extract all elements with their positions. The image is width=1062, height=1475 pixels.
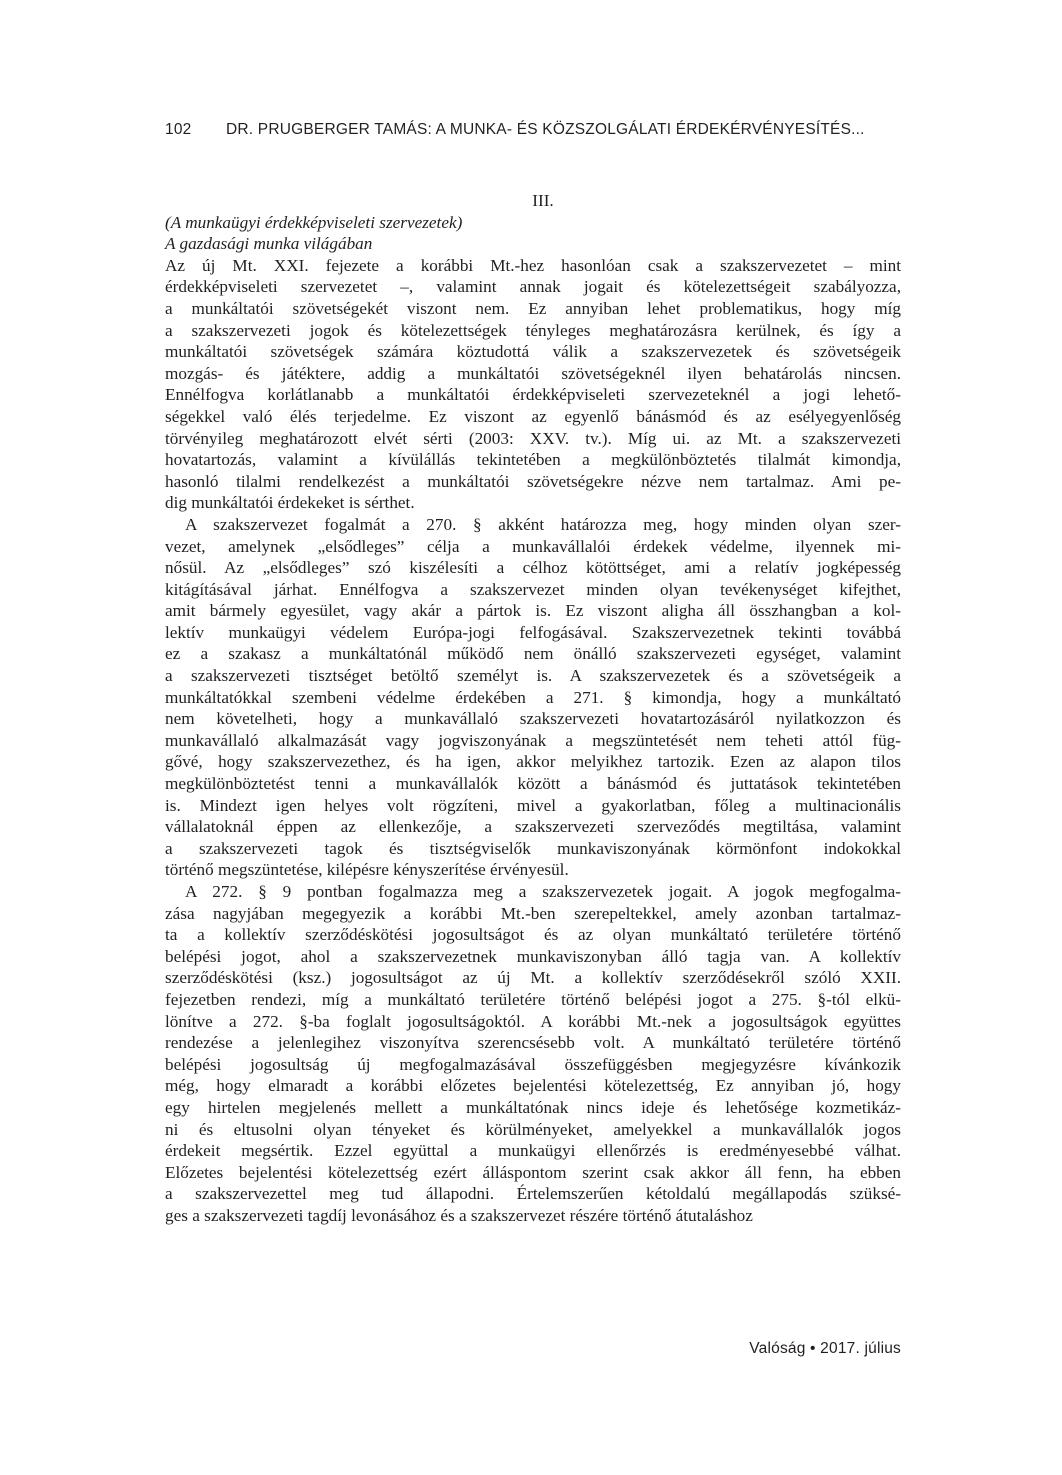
text-line: A 272. § 9 pontban fogalmazza meg a szakszervezetek jogait. A jogok megfogalma- — [185, 882, 901, 901]
text-line: ni és eltusolni olyan tényeket és körülményeket, amelyekkel a munkavállalók jogos — [165, 1119, 901, 1139]
text-line: lönítve a 272. §-ba foglalt jogosultságoktól. A korábbi Mt.-nek a jogosultságok együttes — [165, 1011, 901, 1031]
running-title: DR. PRUGBERGER TAMÁS: A MUNKA- ÉS KÖZSZOLGÁLATI ÉRDEKÉRVÉNYESÍTÉS... — [226, 121, 865, 138]
text-line: amit bármely egyesület, vagy akár a pártok is. Ez viszont aligha áll összhangban a kol- — [165, 601, 901, 621]
journal-footer: Valóság • 2017. július — [749, 1340, 901, 1357]
text-line: vállalatoknál éppen az ellenkezője, a szakszervezeti szerveződés megtiltása, valamint — [165, 817, 901, 837]
text-line: a munkáltatói szövetségekét viszont nem. Ez annyiban lehet problematikus, hogy míg — [165, 298, 901, 318]
text-line: gővé, hogy szakszervezethez, és ha igen, akkor melyikhez tartozik. Ezen az alapon tilos — [165, 752, 901, 772]
text-line: Ennélfogva korlátlanabb a munkáltatói érdekképviseleti szervezeteknél a jogi lehető- — [165, 385, 901, 405]
text-line: fejezetben rendezi, míg a munkáltató területére történő belépési jogot a 275. §-tól elkü- — [165, 989, 901, 1009]
text-line: érdekképviseleti szervezetet –, valamint annak jogait és kötelezettségeit szabályozza, — [165, 277, 901, 297]
paragraph — [165, 255, 901, 514]
text-line: A szakszervezet fogalmát a 270. § akként határozza meg, hogy minden olyan szer- — [185, 514, 901, 534]
text-line: lektív munkaügyi védelem Európa-jogi felfogásával. Szakszervezetnek tekinti továbbá — [165, 622, 901, 642]
text-line: rendezése a jelenlegihez viszonyítva szerencsésebb volt. A munkáltató területére történő — [165, 1033, 901, 1053]
text-line: Az új Mt. XXI. fejezete a korábbi Mt.-hez hasonlóan csak a szakszervezetet – mint — [165, 255, 901, 275]
text-line: zása nagyjában megegyezik a korábbi Mt.-ben szerepeltekkel, amely azonban tartalmaz- — [165, 903, 901, 923]
text-line: Előzetes bejelentési kötelezettség ezért álláspontom szerint csak akkor áll fenn, ha ebben — [165, 1162, 901, 1182]
text-line: hovatartozás, valamint a kívülállás tekintetében a megkülönböztetés tilalmát kimondja, — [165, 450, 901, 470]
paragraphs — [165, 255, 901, 1227]
text-line: a szakszervezeti tisztséget betöltő személyt is. A szakszervezetek és a szövetségeik a — [165, 666, 901, 686]
text-line: is. Mindezt igen helyes volt rögzíteni, mivel a gyakorlatban, főleg a multinacionális — [165, 795, 901, 815]
text-line: egy hirtelen megjelenés mellett a munkáltatónak nincs ideje és lehetősége kozmetikáz- — [165, 1097, 901, 1117]
text-line: mozgás- és játéktere, addig a munkáltatói szövetségeknél ilyen behatárolás nincsen. — [165, 363, 901, 383]
text-line: a szakszervezeti tagok és tisztségviselők munkaviszonyának körmönfont indokokkal — [165, 838, 901, 858]
text-line: szerződéskötési (ksz.) jogosultságot az új Mt. a kollektív szerződésekről szóló XXII. — [165, 968, 901, 988]
text-line: ez a szakasz a munkáltatónál működő nem önálló szakszervezeti egységet, valamint — [165, 644, 901, 664]
text-line: a szakszervezettel meg tud állapodni. Értelemszerűen kétoldalú megállapodás szüksé- — [165, 1184, 901, 1204]
text-line: munkáltatókkal szembeni védelme érdekében a 271. § kimondja, hogy a munkáltató — [165, 687, 901, 707]
running-header — [165, 121, 901, 145]
text-line: munkavállaló alkalmazását vagy jogviszonyának a megszüntetését nem teheti attól füg- — [165, 730, 901, 750]
text-line: a szakszervezeti jogok és kötelezettségek tényleges meghatározásra kerülnek, és így a — [165, 320, 901, 340]
section-subtitle: (A munkaügyi érdekképviseleti szervezetek) — [165, 212, 463, 232]
text-line: hasonló tilalmi rendelkezést a munkáltatói szövetségekre nézve nem tartalmaz. Ami pe- — [165, 471, 901, 491]
text-line: megkülönböztetést tenni a munkavállalók között a bánásmód és juttatások tekintetében — [165, 774, 901, 794]
paragraph — [165, 514, 901, 881]
page-number: 102 — [165, 121, 192, 138]
text-line: nem követelheti, hogy a munkavállaló szakszervezeti hovatartozásáról nyilatkozzon és — [165, 709, 901, 729]
text-line: belépési jogosultság új megfogalmazásával összefüggésben megjegyzésre kívánkozik — [165, 1054, 901, 1074]
text-line: történő megszüntetése, kilépésre kényszerítése érvényesül. — [165, 860, 569, 880]
text-line: ségekkel való élés terjedelme. Ez viszont az egyenlő bánásmód és az esélyegyenlőség — [165, 406, 901, 426]
text-line: vezet, amelynek „elsődleges” célja a munkavállalói érdekek védelme, ilyennek mi- — [165, 536, 901, 556]
text-line: nősül. Az „elsődleges” szó kiszélesíti a célhoz kötöttséget, ami a relatív jogképesség — [165, 558, 901, 578]
paragraph — [165, 881, 901, 1227]
text-line: belépési jogot, ahol a szakszervezetnek munkaviszonyban álló tagja van. A kollektív — [165, 946, 901, 966]
text-line: még, hogy elmaradt a korábbi előzetes bejelentési kötelezettség, Ez annyiban jó, hogy — [165, 1076, 901, 1096]
article-body — [165, 190, 901, 1227]
text-line: ges a szakszervezeti tagdíj levonásához és a szakszervezet részére történő átutaláshoz — [165, 1205, 753, 1225]
text-line: kitágításával járhat. Ennélfogva a szakszervezet minden olyan tevékenységet kifejthet, — [165, 579, 901, 599]
section-number: III. — [532, 191, 554, 210]
text-line: ta a kollektív szerződéskötési jogosultságot és az olyan munkáltató területére történő — [165, 925, 901, 945]
section-subtitle: A gazdasági munka világában — [165, 234, 373, 254]
text-line: dig munkáltatói érdekeket is sérthet. — [165, 493, 415, 513]
text-line: munkáltatói szövetségek számára köztudottá válik a szakszervezetek és szövetségeik — [165, 342, 901, 362]
text-line: törvényileg meghatározott elvét sérti (2003: XXV. tv.). Míg ui. az Mt. a szakszervezeti — [165, 428, 901, 448]
text-line: érdekeit megsértik. Ezzel együttal a munkaügyi ellenőrzés is eredményesebbé válhat. — [165, 1141, 901, 1161]
